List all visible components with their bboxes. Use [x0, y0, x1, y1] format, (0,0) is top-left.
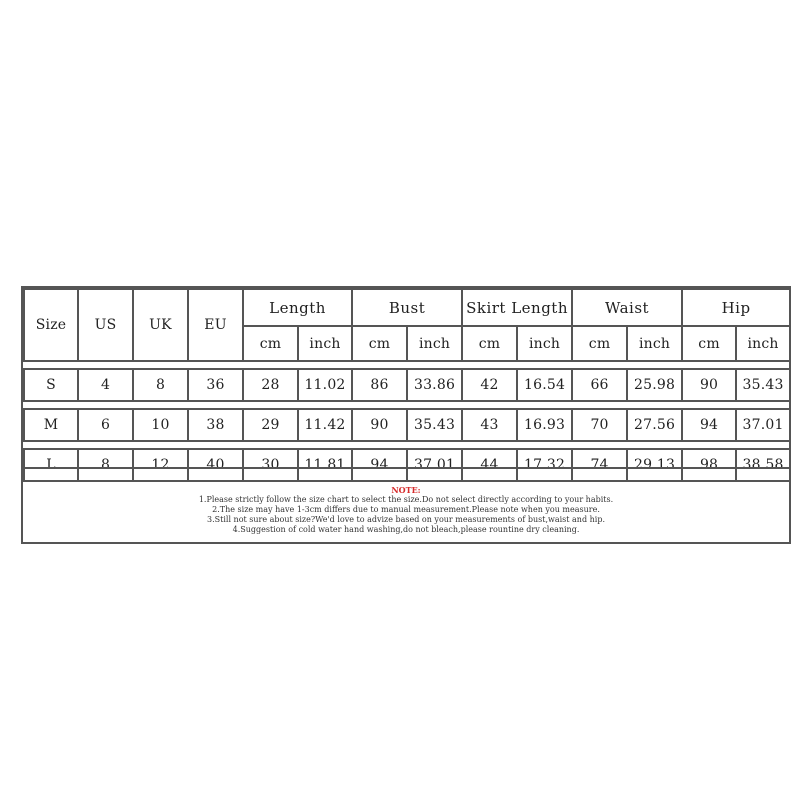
cell-length-inch: 11.42 [298, 409, 352, 441]
unit-header: cm [352, 326, 407, 361]
cell-hip-cm: 90 [682, 369, 736, 401]
note-line-3: 3.Still not sure about size?We'd love to advize based on your measurements of bust,waist and hip. [207, 515, 605, 524]
cell-waist-cm: 66 [572, 369, 627, 401]
cell-skirt-inch: 16.54 [517, 369, 572, 401]
spacer-row [24, 361, 790, 369]
notes-section [23, 467, 789, 542]
header-size: Size [24, 289, 78, 361]
cell-uk: 12 [133, 449, 188, 481]
cell-skirt-cm: 44 [462, 449, 517, 481]
cell-length-cm: 28 [243, 369, 298, 401]
table-row [24, 369, 790, 401]
cell-size: S [24, 369, 78, 401]
header-skirt-length: Skirt Length [462, 289, 572, 326]
cell-size: M [24, 409, 78, 441]
note-title: NOTE: [391, 485, 421, 495]
header-row-groups [24, 289, 790, 326]
cell-waist-cm: 74 [572, 449, 627, 481]
cell-skirt-inch: 16.93 [517, 409, 572, 441]
header-hip: Hip [682, 289, 790, 326]
unit-header: cm [462, 326, 517, 361]
cell-skirt-cm: 42 [462, 369, 517, 401]
cell-size: L [24, 449, 78, 481]
unit-header: inch [407, 326, 462, 361]
cell-eu: 36 [188, 369, 243, 401]
note-line-4: 4.Suggestion of cold water hand washing,do not bleach,please rountine dry cleaning. [232, 525, 580, 534]
note-line-2: 2.The size may have 1-3cm differs due to manual measurement.Please note when you measure. [212, 505, 600, 514]
unit-header: inch [627, 326, 682, 361]
cell-length-cm: 29 [243, 409, 298, 441]
cell-waist-inch: 29.13 [627, 449, 682, 481]
cell-bust-cm: 94 [352, 449, 407, 481]
cell-eu: 38 [188, 409, 243, 441]
cell-us: 6 [78, 409, 133, 441]
unit-header: inch [517, 326, 572, 361]
cell-hip-cm: 98 [682, 449, 736, 481]
cell-hip-inch: 38.58 [736, 449, 790, 481]
cell-waist-cm: 70 [572, 409, 627, 441]
spacer-row [24, 441, 790, 449]
unit-header: cm [243, 326, 298, 361]
cell-us: 8 [78, 449, 133, 481]
header-waist: Waist [572, 289, 682, 326]
cell-length-inch: 11.02 [298, 369, 352, 401]
note-line-1: 1.Please strictly follow the size chart to select the size.Do not select directly according to your habits. [198, 495, 614, 504]
cell-bust-cm: 86 [352, 369, 407, 401]
header-length: Length [243, 289, 352, 326]
cell-uk: 10 [133, 409, 188, 441]
size-table [23, 288, 791, 482]
unit-header: inch [736, 326, 790, 361]
header-us: US [78, 289, 133, 361]
size-chart [21, 286, 791, 544]
cell-uk: 8 [133, 369, 188, 401]
unit-header: cm [682, 326, 736, 361]
spacer-row [24, 401, 790, 409]
cell-length-cm: 30 [243, 449, 298, 481]
cell-bust-inch: 35.43 [407, 409, 462, 441]
cell-skirt-inch: 17.32 [517, 449, 572, 481]
cell-hip-inch: 35.43 [736, 369, 790, 401]
cell-waist-inch: 27.56 [627, 409, 682, 441]
header-eu: EU [188, 289, 243, 361]
header-bust: Bust [352, 289, 462, 326]
table-row [24, 409, 790, 441]
cell-eu: 40 [188, 449, 243, 481]
cell-hip-inch: 37.01 [736, 409, 790, 441]
unit-header: inch [298, 326, 352, 361]
header-uk: UK [133, 289, 188, 361]
cell-bust-cm: 90 [352, 409, 407, 441]
unit-header: cm [572, 326, 627, 361]
cell-bust-inch: 37.01 [407, 449, 462, 481]
cell-bust-inch: 33.86 [407, 369, 462, 401]
cell-us: 4 [78, 369, 133, 401]
cell-skirt-cm: 43 [462, 409, 517, 441]
cell-length-inch: 11.81 [298, 449, 352, 481]
cell-waist-inch: 25.98 [627, 369, 682, 401]
cell-hip-cm: 94 [682, 409, 736, 441]
